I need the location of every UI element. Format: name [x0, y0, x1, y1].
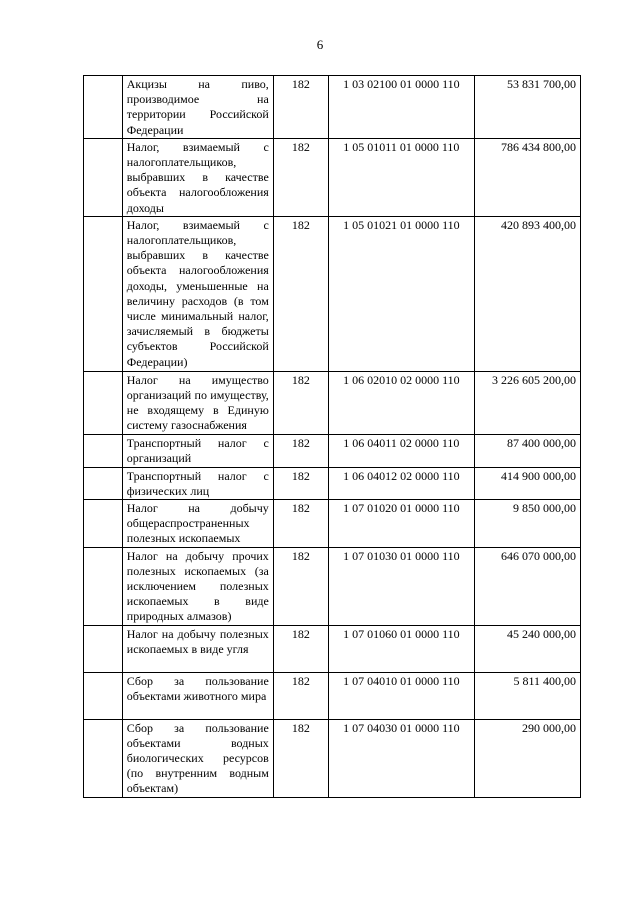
- row-blank-cell: [84, 434, 123, 467]
- row-blank-cell: [84, 371, 123, 434]
- table-row: [84, 625, 581, 672]
- table-row: [84, 500, 581, 548]
- row-blank-cell: [84, 547, 123, 625]
- table-row: [84, 76, 581, 139]
- budget-classification-code: 1 07 04010 01 0000 110: [328, 672, 474, 719]
- row-blank-cell: [84, 76, 123, 139]
- admin-code: 182: [273, 371, 328, 434]
- table-row: [84, 216, 581, 371]
- admin-code: 182: [273, 625, 328, 672]
- amount: 414 900 000,00: [474, 467, 580, 499]
- amount: 3 226 605 200,00: [474, 371, 580, 434]
- table-row: [84, 138, 581, 216]
- admin-code: 182: [273, 138, 328, 216]
- revenue-name: Сбор за пользование объектами животного мира: [122, 672, 273, 719]
- amount: 5 811 400,00: [474, 672, 580, 719]
- admin-code: 182: [273, 467, 328, 499]
- revenue-name: Сбор за пользование объектами водных биологических ресурсов (по внутренним водным объектам): [122, 719, 273, 797]
- amount: 420 893 400,00: [474, 216, 580, 371]
- table-row: [84, 371, 581, 434]
- budget-classification-code: 1 05 01011 01 0000 110: [328, 138, 474, 216]
- amount: 646 070 000,00: [474, 547, 580, 625]
- budget-classification-code: 1 07 01020 01 0000 110: [328, 500, 474, 548]
- budget-classification-code: 1 06 04011 02 0000 110: [328, 434, 474, 467]
- budget-classification-code: 1 06 02010 02 0000 110: [328, 371, 474, 434]
- row-blank-cell: [84, 138, 123, 216]
- page-number: 6: [316, 37, 324, 52]
- budget-classification-code: 1 03 02100 01 0000 110: [328, 76, 474, 139]
- admin-code: 182: [273, 216, 328, 371]
- admin-code: 182: [273, 434, 328, 467]
- budget-classification-code: 1 07 01030 01 0000 110: [328, 547, 474, 625]
- revenue-name: Налог, взимаемый с налогоплательщиков, выбравших в качестве объекта налогообложения доходы: [122, 138, 273, 216]
- revenue-name: Транспортный налог с организаций: [122, 434, 273, 467]
- revenue-name: Налог на добычу полезных ископаемых в виде угля: [122, 625, 273, 672]
- budget-classification-code: 1 06 04012 02 0000 110: [328, 467, 474, 499]
- row-blank-cell: [84, 467, 123, 499]
- row-blank-cell: [84, 672, 123, 719]
- admin-code: 182: [273, 672, 328, 719]
- amount: 290 000,00: [474, 719, 580, 797]
- revenue-name: Акцизы на пиво, производимое на территории Российской Федерации: [122, 76, 273, 139]
- admin-code: 182: [273, 547, 328, 625]
- admin-code: 182: [273, 500, 328, 548]
- table-row: [84, 434, 581, 467]
- row-blank-cell: [84, 625, 123, 672]
- budget-classification-code: 1 05 01021 01 0000 110: [328, 216, 474, 371]
- row-blank-cell: [84, 216, 123, 371]
- amount: 786 434 800,00: [474, 138, 580, 216]
- amount: 45 240 000,00: [474, 625, 580, 672]
- revenue-name: Транспортный налог с физических лиц: [122, 467, 273, 499]
- revenue-name: Налог, взимаемый с налогоплательщиков, выбравших в качестве объекта налогообложения доходы, уменьшенные на величину расходов (в том числе минимальный налог, зачисляемый в бюджеты субъектов Российской Федерации): [122, 216, 273, 371]
- amount: 53 831 700,00: [474, 76, 580, 139]
- revenue-name: Налог на имущество организаций по имуществу, не входящему в Единую систему газоснабжения: [122, 371, 273, 434]
- amount: 9 850 000,00: [474, 500, 580, 548]
- row-blank-cell: [84, 500, 123, 548]
- amount: 87 400 000,00: [474, 434, 580, 467]
- row-blank-cell: [84, 719, 123, 797]
- revenue-name: Налог на добычу прочих полезных ископаемых (за исключением полезных ископаемых в виде природных алмазов): [122, 547, 273, 625]
- table-row: [84, 547, 581, 625]
- revenue-name: Налог на добычу общераспространенных полезных ископаемых: [122, 500, 273, 548]
- table-row: [84, 719, 581, 797]
- budget-classification-code: 1 07 01060 01 0000 110: [328, 625, 474, 672]
- admin-code: 182: [273, 76, 328, 139]
- budget-classification-code: 1 07 04030 01 0000 110: [328, 719, 474, 797]
- revenue-table: [83, 75, 581, 798]
- admin-code: 182: [273, 719, 328, 797]
- table-row: [84, 467, 581, 499]
- table-row: [84, 672, 581, 719]
